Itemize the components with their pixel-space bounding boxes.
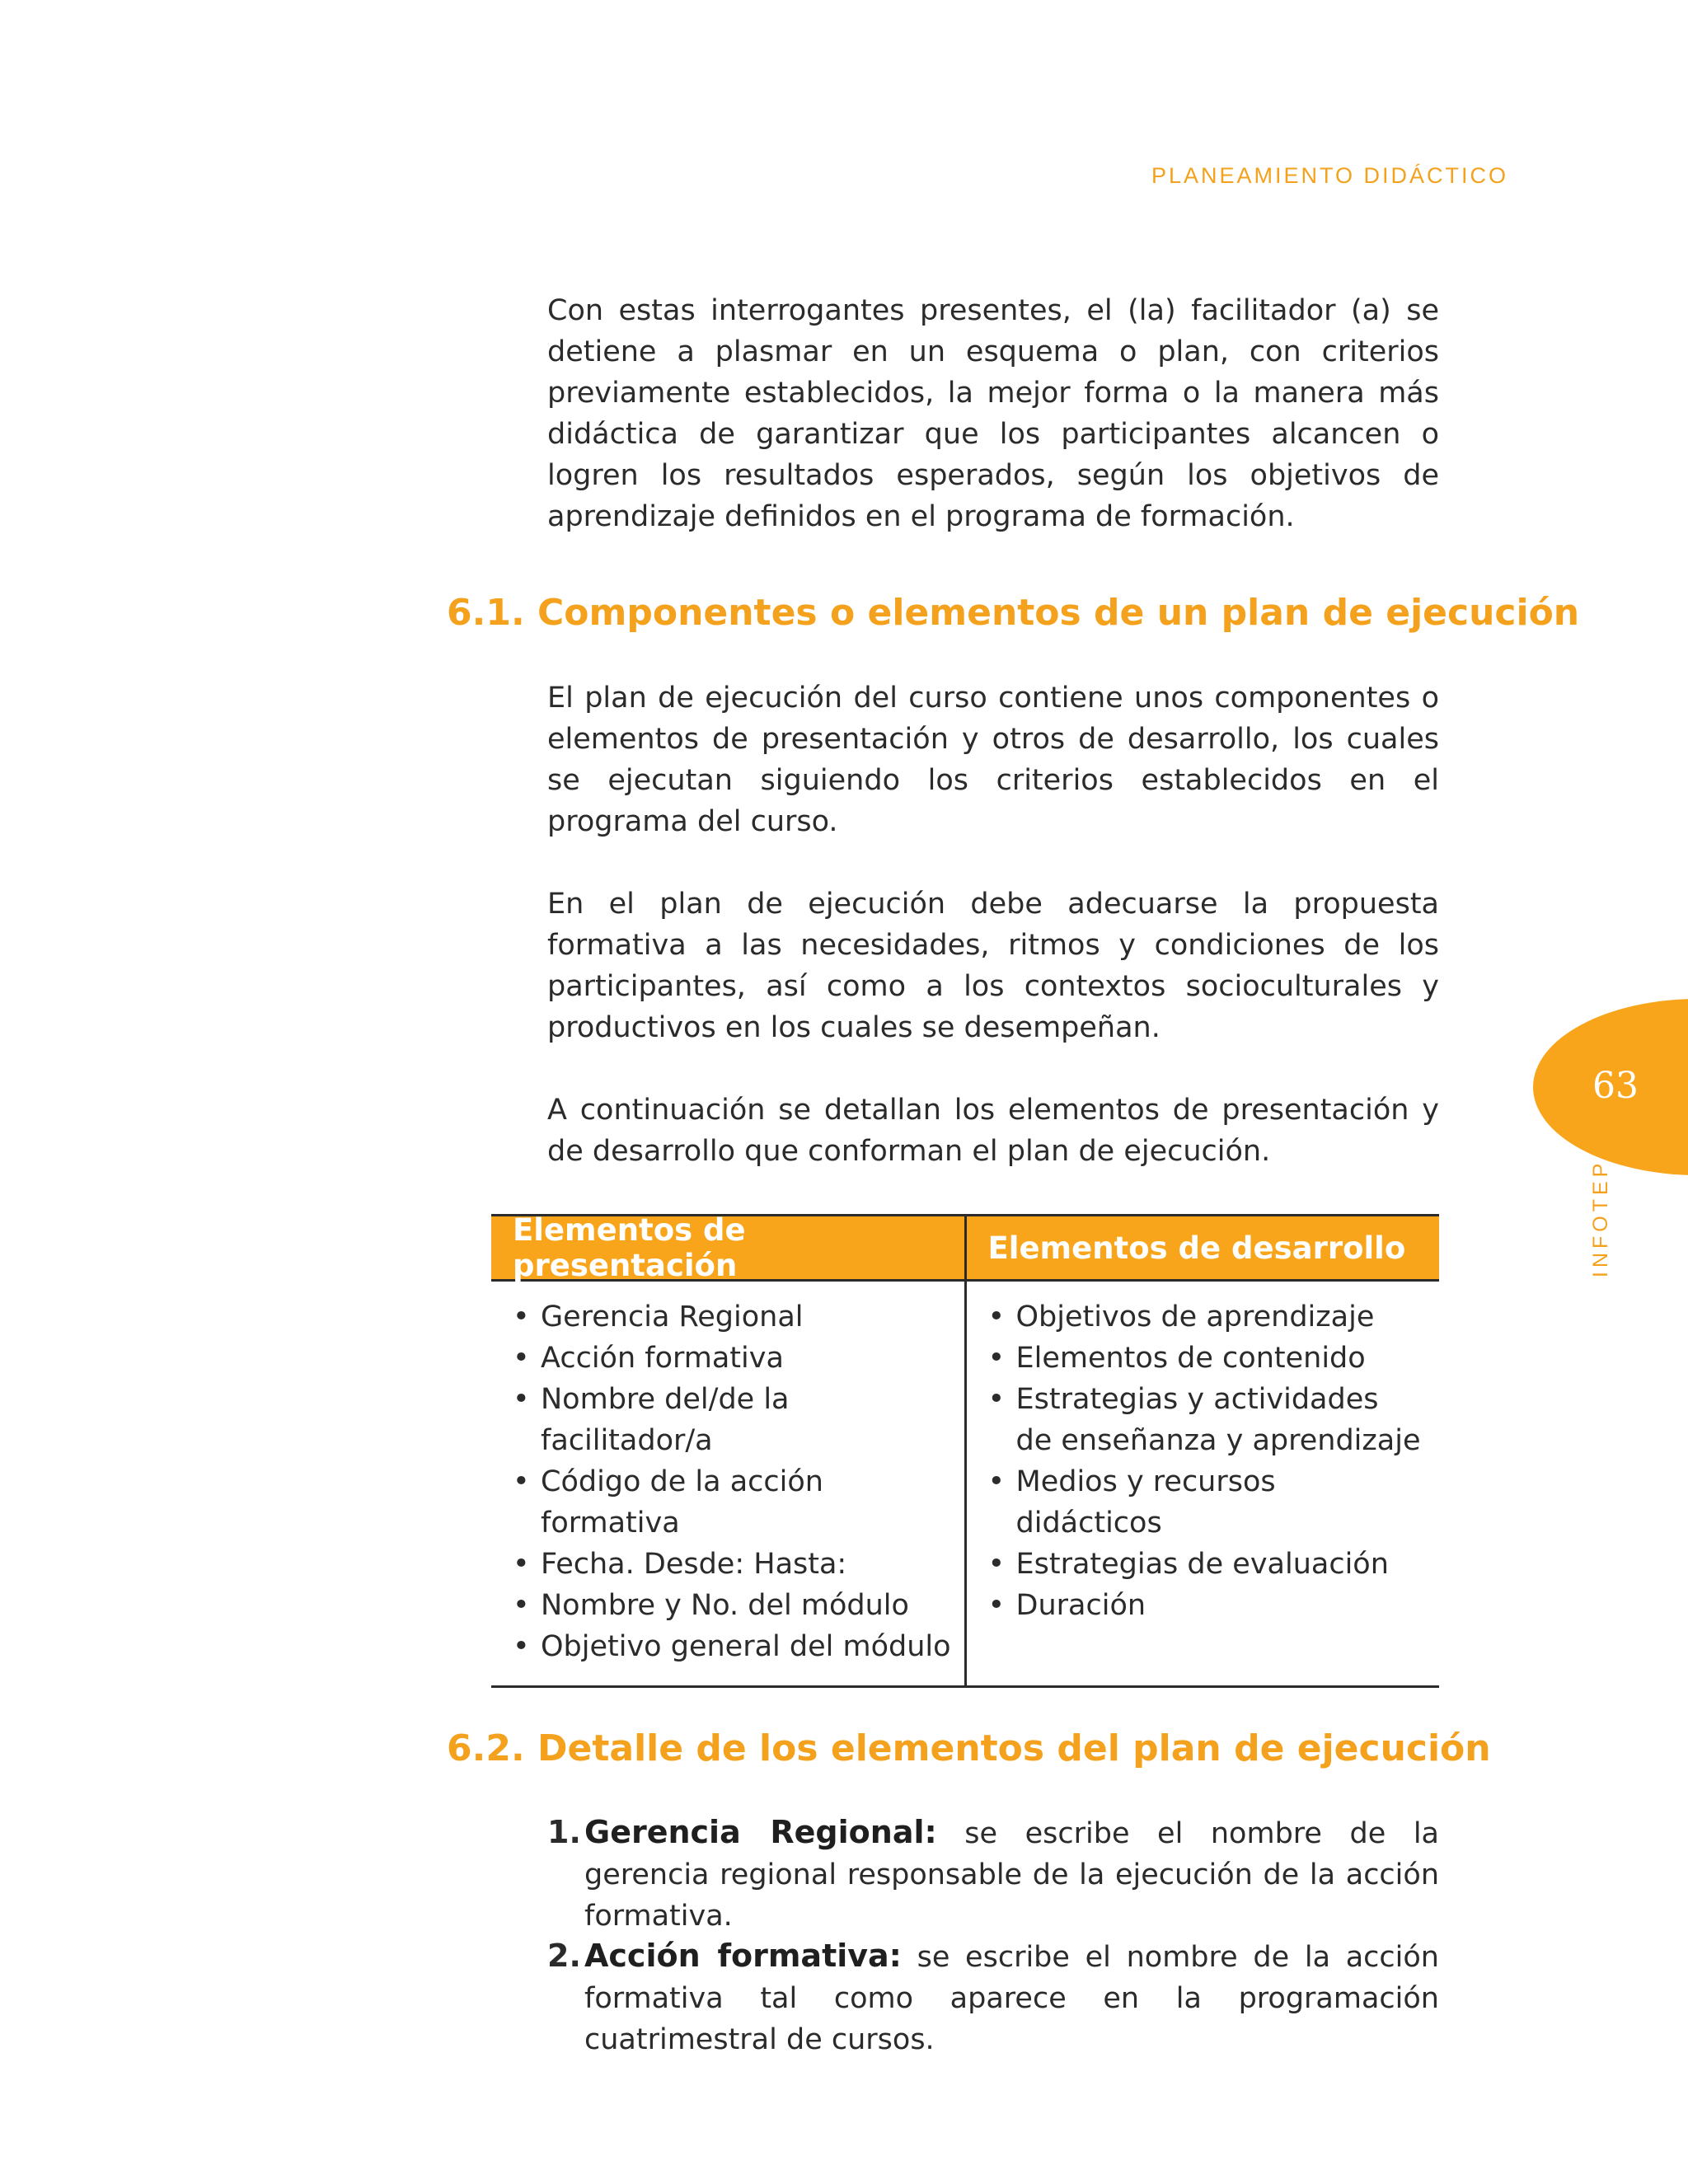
item-lead: Gerencia Regional:: [584, 1814, 937, 1850]
list-item: • Nombre y No. del módulo: [513, 1585, 964, 1626]
development-column: [964, 1282, 1440, 1685]
list-item: • Medios y recursos didácticos: [988, 1461, 1423, 1544]
list-item: • Objetivos de aprendizaje: [988, 1296, 1423, 1338]
section-1-paragraph-3: A continuación se detallan los elementos de presentación y de desarrollo que conforman el plan de ejecución.: [547, 1094, 1439, 1168]
header-development: Elementos de desarrollo: [964, 1216, 1440, 1279]
section-1-paragraph-1: El plan de ejecución del curso contiene unos componentes o elementos de presentación y otros de desarrollo, los cuales se ejecutan siguiendo los criterios establecidos en el programa del curso.: [547, 682, 1439, 838]
section-title-6-1: 6.1. Componentes o elementos de un plan de ejecución: [447, 592, 1580, 634]
page-number: 63: [1592, 1065, 1639, 1107]
presentation-column: [491, 1282, 964, 1685]
list-item: • Nombre del/de la facilitador/a: [513, 1379, 964, 1461]
item-number: 1.: [547, 1814, 581, 1850]
section-1-paragraph-2: En el plan de ejecución debe adecuarse la propuesta formativa a las necesidades, ritmos y condiciones de los participantes, así como a los contextos socioculturales y productivos en los cuales se desempeñan.: [547, 888, 1439, 1044]
table-header-row: [491, 1214, 1439, 1282]
item-text: se escribe el nombre de la acción formativa tal como aparece en la programación cuatrimestral de cursos.: [584, 1941, 1439, 2056]
list-item: • Acción formativa: [513, 1338, 964, 1379]
list-item: • Duración: [988, 1585, 1423, 1626]
section-title-6-2: 6.2. Detalle de los elementos del plan de ejecución: [447, 1727, 1491, 1769]
list-item: • Código de la acción formativa: [513, 1461, 964, 1544]
elements-table: [491, 1214, 1439, 1688]
list-item: • Estrategias y actividades de enseñanza y aprendizaje: [988, 1379, 1423, 1461]
list-item: • Gerencia Regional: [513, 1296, 964, 1338]
side-label-infotep: INFOTEP: [1589, 1159, 1612, 1277]
list-item: • Fecha. Desde: Hasta:: [513, 1544, 964, 1585]
item-lead: Acción formativa:: [584, 1938, 902, 1974]
item-text: se escribe el nombre de la gerencia regional responsable de la ejecución de la acción formativa.: [584, 1817, 1440, 1933]
list-item: • Objetivo general del módulo: [513, 1626, 964, 1667]
list-item: • Elementos de contenido: [988, 1338, 1423, 1379]
numbered-item-2: [547, 1935, 1439, 2060]
table-body: [491, 1282, 1439, 1685]
header-presentation: Elementos de presentación: [513, 1212, 746, 1283]
intro-paragraph: Con estas interrogantes presentes, el (la) facilitador (a) se detiene a plasmar en un esquema o plan, con criterios previamente establecidos, la mejor forma o la manera más didáctica de garantizar que los participantes alcancen o logren los resultados esperados, según los objetivos de aprendizaje definidos en el programa de formación.: [547, 294, 1439, 533]
list-item: • Estrategias de evaluación: [988, 1544, 1423, 1585]
item-number: 2.: [547, 1938, 581, 1974]
running-header: PLANEAMIENTO DIDÁCTICO: [1151, 163, 1508, 188]
numbered-item-1: [547, 1811, 1439, 1937]
